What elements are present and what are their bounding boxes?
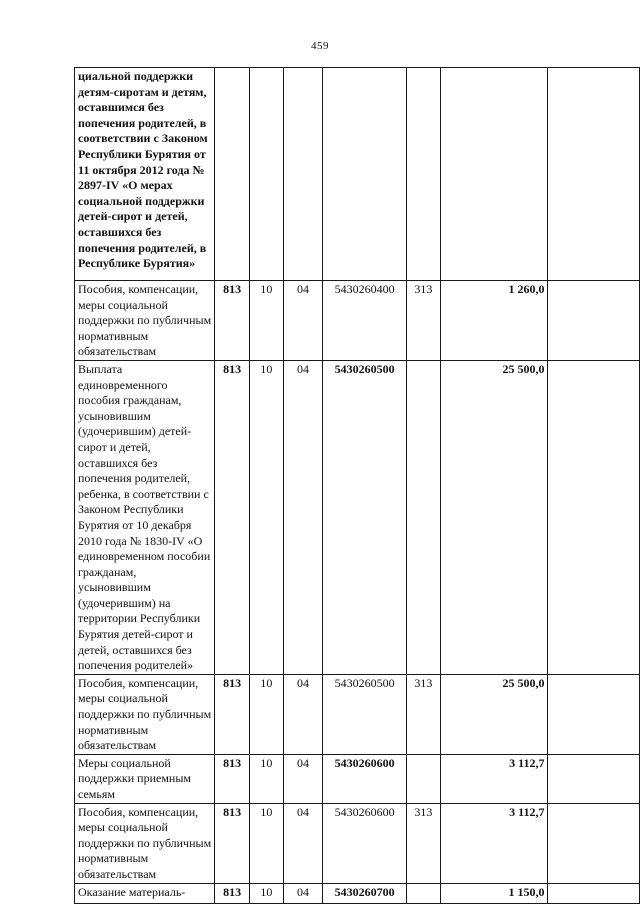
target-article-cell xyxy=(323,68,407,281)
table-row xyxy=(75,803,640,883)
extra-cell xyxy=(548,360,640,674)
amount-cell: 3 112,7 xyxy=(440,803,548,883)
ministry-code-cell: 813 xyxy=(215,803,250,883)
amount-cell: 25 500,0 xyxy=(440,674,548,754)
row-name-cell: Пособия, компенсации, меры социальной поддержки по публичным нормативным обязательствам xyxy=(75,803,215,883)
extra-cell xyxy=(548,68,640,281)
row-name-cell: Пособия, компенсации, меры социальной поддержки по публичным нормативным обязательствам xyxy=(75,281,215,361)
row-name-cell: Пособия, компенсации, меры социальной поддержки по публичным нормативным обязательствам xyxy=(75,674,215,754)
section-code-cell xyxy=(250,68,284,281)
expense-type-cell xyxy=(407,68,441,281)
amount-cell: 1 150,0 xyxy=(440,883,548,903)
table-row xyxy=(75,883,640,903)
amount-cell xyxy=(440,68,548,281)
subsection-code-cell: 04 xyxy=(283,674,323,754)
table-row xyxy=(75,754,640,803)
row-name-cell: Меры социальной поддержки приемным семьям xyxy=(75,754,215,803)
expense-type-cell: 313 xyxy=(407,281,441,361)
expense-type-cell xyxy=(407,360,441,674)
row-name-cell: циальной поддержки детям-сиротам и детям, оставшимся без попечения родителей, в соответствии с Законом Республики Бурятия от 11 октября 2012 года № 2897-IV «О мерах социальной поддержки детей-сирот и детей, оставшихся без попечения родителей, в Республике Бурятия» xyxy=(75,68,215,281)
table-row xyxy=(75,68,640,281)
row-name-cell: Выплата единовременного пособия гражданам, усыновившим (удочерившим) детей-сирот и детей, оставшихся без попечения родителей, ребенка, в соответствии с Законом Республики Бурятия от 10 декабря 2010 года № 1830-IV «О единовременном пособии гражданам, усыновившим (удочерившим) на территории Республики Бурятия детей-сирот и детей, оставшихся без попечения родителей» xyxy=(75,360,215,674)
expense-type-cell xyxy=(407,754,441,803)
extra-cell xyxy=(548,674,640,754)
table-row xyxy=(75,674,640,754)
section-code-cell: 10 xyxy=(250,674,284,754)
amount-cell: 1 260,0 xyxy=(440,281,548,361)
subsection-code-cell: 04 xyxy=(283,883,323,903)
budget-table xyxy=(74,67,640,904)
subsection-code-cell: 04 xyxy=(283,281,323,361)
section-code-cell: 10 xyxy=(250,754,284,803)
ministry-code-cell: 813 xyxy=(215,281,250,361)
extra-cell xyxy=(548,883,640,903)
ministry-code-cell: 813 xyxy=(215,883,250,903)
extra-cell xyxy=(548,281,640,361)
expense-type-cell xyxy=(407,883,441,903)
target-article-cell: 5430260600 xyxy=(323,803,407,883)
ministry-code-cell: 813 xyxy=(215,754,250,803)
ministry-code-cell: 813 xyxy=(215,674,250,754)
section-code-cell: 10 xyxy=(250,883,284,903)
table-row xyxy=(75,360,640,674)
expense-type-cell: 313 xyxy=(407,803,441,883)
subsection-code-cell: 04 xyxy=(283,360,323,674)
subsection-code-cell xyxy=(283,68,323,281)
section-code-cell: 10 xyxy=(250,803,284,883)
ministry-code-cell: 813 xyxy=(215,360,250,674)
subsection-code-cell: 04 xyxy=(283,803,323,883)
subsection-code-cell: 04 xyxy=(283,754,323,803)
target-article-cell: 5430260700 xyxy=(323,883,407,903)
expense-type-cell: 313 xyxy=(407,674,441,754)
ministry-code-cell xyxy=(215,68,250,281)
target-article-cell: 5430260500 xyxy=(323,360,407,674)
target-article-cell: 5430260600 xyxy=(323,754,407,803)
target-article-cell: 5430260400 xyxy=(323,281,407,361)
section-code-cell: 10 xyxy=(250,281,284,361)
extra-cell xyxy=(548,754,640,803)
target-article-cell: 5430260500 xyxy=(323,674,407,754)
page-number: 459 xyxy=(311,40,329,52)
extra-cell xyxy=(548,803,640,883)
amount-cell: 3 112,7 xyxy=(440,754,548,803)
table-row xyxy=(75,281,640,361)
section-code-cell: 10 xyxy=(250,360,284,674)
amount-cell: 25 500,0 xyxy=(440,360,548,674)
row-name-cell: Оказание материаль- xyxy=(75,883,215,903)
